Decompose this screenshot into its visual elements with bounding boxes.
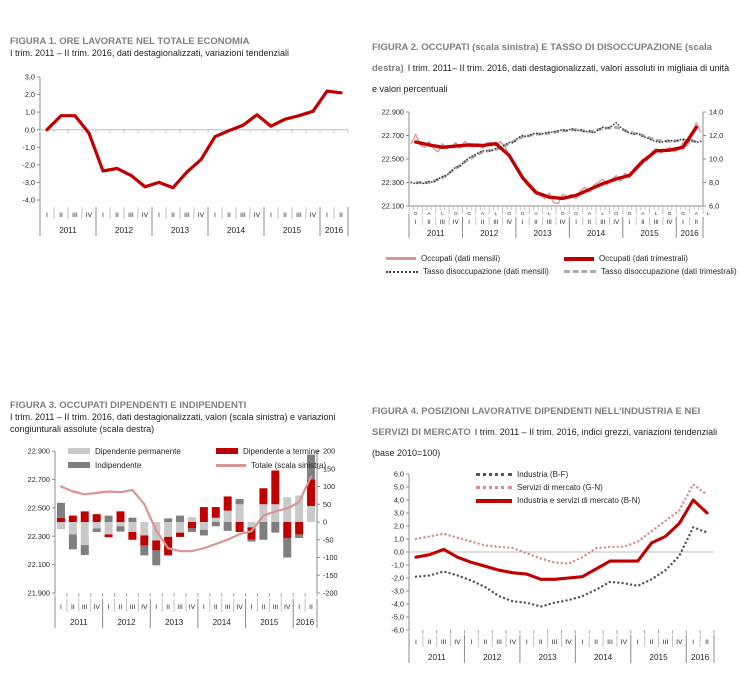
- svg-text:0,0: 0,0: [393, 547, 404, 557]
- svg-text:II: II: [339, 212, 343, 220]
- svg-text:22.100: 22.100: [27, 559, 50, 569]
- tasso-trimestrali-dash-marker: [564, 270, 596, 273]
- svg-text:II: II: [118, 603, 123, 611]
- svg-text:I: I: [636, 639, 639, 647]
- svg-text:III: III: [296, 212, 302, 220]
- industria-e-servizi-line-marker: [476, 499, 512, 503]
- svg-text:-4,0: -4,0: [22, 195, 35, 205]
- svg-text:2015: 2015: [640, 229, 659, 239]
- svg-text:2011: 2011: [426, 229, 445, 239]
- figura-3-chart: [10, 441, 358, 641]
- svg-text:2013: 2013: [538, 653, 557, 663]
- svg-text:IV: IV: [188, 603, 196, 611]
- svg-text:II: II: [166, 603, 171, 611]
- svg-text:2012: 2012: [117, 617, 136, 627]
- indipendente-bar-marker: [68, 462, 90, 468]
- svg-text:-50: -50: [323, 535, 334, 545]
- svg-text:II: II: [115, 212, 119, 220]
- svg-text:I: I: [628, 220, 631, 227]
- svg-text:II: II: [705, 639, 709, 647]
- svg-text:III: III: [440, 639, 447, 647]
- svg-text:22.300: 22.300: [381, 178, 404, 188]
- svg-text:II: II: [641, 220, 645, 227]
- svg-text:IV: IV: [452, 220, 459, 227]
- legend-item-indipendente: [68, 459, 216, 472]
- svg-text:II: II: [59, 212, 63, 220]
- svg-text:O: O: [507, 212, 512, 218]
- svg-text:4,0: 4,0: [393, 495, 404, 505]
- svg-text:L: L: [441, 212, 444, 218]
- svg-text:IV: IV: [613, 220, 619, 227]
- svg-text:IV: IV: [141, 212, 149, 220]
- svg-text:2015: 2015: [260, 617, 279, 627]
- legend-item-industria: [476, 468, 640, 481]
- figura-4-chart: [372, 466, 741, 681]
- legend-label: Occupati (dati trimestrali): [599, 254, 688, 264]
- svg-text:I: I: [468, 220, 470, 227]
- svg-text:II: II: [534, 220, 538, 227]
- svg-text:22.700: 22.700: [27, 474, 50, 484]
- svg-text:IV: IV: [253, 212, 261, 220]
- svg-text:G: G: [681, 212, 685, 218]
- svg-text:III: III: [81, 603, 88, 611]
- svg-text:10,0: 10,0: [709, 154, 724, 164]
- svg-text:II: II: [309, 603, 313, 611]
- legend-label: Dipendente a termine: [243, 446, 320, 456]
- svg-text:III: III: [551, 639, 558, 647]
- svg-text:2015: 2015: [649, 653, 668, 663]
- svg-text:I: I: [521, 220, 524, 227]
- svg-text:G: G: [627, 212, 632, 218]
- svg-text:150: 150: [323, 464, 336, 474]
- legend-item-industria-e-servizi: [476, 494, 640, 507]
- svg-text:II: II: [649, 639, 654, 647]
- svg-text:2014: 2014: [593, 653, 613, 663]
- svg-text:II: II: [694, 220, 698, 227]
- svg-text:-2,0: -2,0: [22, 160, 35, 170]
- svg-text:I: I: [682, 220, 684, 227]
- svg-text:2016: 2016: [691, 653, 710, 663]
- svg-text:22.700: 22.700: [381, 131, 404, 141]
- svg-text:II: II: [587, 220, 592, 227]
- svg-text:IV: IV: [85, 212, 93, 220]
- svg-text:2012: 2012: [483, 653, 502, 663]
- svg-text:A: A: [641, 212, 645, 218]
- svg-text:II: II: [594, 639, 599, 647]
- figura-1: [10, 36, 372, 385]
- svg-text:III: III: [493, 220, 499, 227]
- legend-label: Industria e servizi di mercato (B-N): [517, 496, 641, 506]
- svg-text:2016: 2016: [324, 226, 344, 236]
- figura-2-title: FIGURA 2. OCCUPATI (scala sinistra) E TASSO DI DISOCCUPAZIONE (scala destra): [372, 42, 712, 74]
- figura-3-title: FIGURA 3. OCCUPATI DIPENDENTI E INDIPENDENTI: [10, 400, 247, 411]
- svg-text:I: I: [60, 603, 62, 611]
- svg-text:IV: IV: [565, 639, 572, 647]
- svg-text:III: III: [653, 220, 659, 227]
- svg-text:2,0: 2,0: [24, 90, 35, 100]
- svg-text:6,0: 6,0: [709, 201, 720, 211]
- svg-text:L: L: [494, 212, 498, 218]
- svg-text:3,0: 3,0: [393, 508, 404, 518]
- legend-item-totale: [216, 459, 326, 472]
- figura-2-subtitle: I trim. 2011– II trim. 2016, dati destagionalizzati, valori assoluti in migliaia di unità e valori percentuali: [372, 62, 730, 94]
- svg-text:IV: IV: [620, 639, 628, 647]
- svg-text:IV: IV: [509, 639, 517, 647]
- svg-text:III: III: [224, 603, 231, 611]
- figura-3-header: [10, 400, 350, 436]
- figura-4-title: FIGURA 4. POSIZIONI LAVORATIVE DIPENDENTI NELL’INDUSTRIA E NEI SERVIZI DI MERCATO: [372, 406, 701, 438]
- svg-text:I: I: [414, 639, 417, 647]
- svg-text:III: III: [439, 220, 445, 227]
- svg-text:-3,0: -3,0: [22, 178, 35, 188]
- svg-text:2011: 2011: [59, 226, 77, 236]
- figura-1-subtitle: I trim. 2011 – II trim. 2016, dati destagionalizzati, variazioni tendenziali: [10, 48, 289, 59]
- svg-text:0: 0: [323, 517, 328, 527]
- svg-text:I: I: [202, 603, 205, 611]
- svg-text:II: II: [213, 603, 218, 611]
- svg-text:2011: 2011: [427, 653, 446, 663]
- svg-text:II: II: [427, 220, 431, 227]
- svg-text:5,0: 5,0: [393, 482, 404, 492]
- svg-text:22.900: 22.900: [381, 107, 404, 117]
- svg-text:I: I: [692, 639, 695, 647]
- svg-text:IV: IV: [559, 220, 566, 227]
- svg-text:II: II: [70, 603, 75, 611]
- svg-text:I: I: [107, 603, 110, 611]
- svg-text:I: I: [414, 220, 417, 227]
- svg-text:100: 100: [323, 481, 336, 491]
- svg-text:II: II: [483, 639, 488, 647]
- figura-4-subtitle: I trim. 2011 – II trim. 2016, indici grezzi, variazioni tendenziali (base 2010=100): [372, 426, 718, 458]
- figura-1-header: [10, 36, 350, 60]
- legend-item-tasso-trimestrali: [564, 265, 741, 278]
- svg-text:III: III: [184, 212, 190, 220]
- svg-text:I: I: [46, 212, 48, 220]
- legend-item-servizi-di-mercato: [476, 481, 640, 494]
- svg-text:200: 200: [323, 446, 336, 456]
- svg-text:2012: 2012: [114, 226, 134, 236]
- svg-text:G: G: [574, 212, 578, 218]
- legend-label: Dipendente permanente: [95, 446, 181, 456]
- legend-item-dipendente-permanente: [68, 445, 216, 458]
- svg-text:2016: 2016: [680, 229, 699, 239]
- svg-text:III: III: [128, 212, 134, 220]
- svg-text:III: III: [607, 639, 613, 647]
- svg-text:II: II: [427, 639, 432, 647]
- svg-text:I: I: [581, 639, 584, 647]
- svg-text:-2,0: -2,0: [391, 573, 404, 583]
- legend-label: Indipendente: [95, 460, 142, 470]
- dipendente-a-termine-bar-marker: [216, 448, 238, 454]
- svg-text:III: III: [129, 603, 136, 611]
- svg-text:A: A: [480, 212, 485, 218]
- figura-2-chart: [372, 102, 741, 278]
- svg-text:L: L: [654, 212, 658, 218]
- figura-3-subtitle: I trim. 2011 – II trim. 2016, dati destagionalizzati, valori (scala sinistra) e variazioni congiunturali assolute (scala destra): [10, 412, 336, 435]
- svg-text:22.500: 22.500: [381, 154, 404, 164]
- svg-text:IV: IV: [666, 220, 673, 227]
- svg-text:I: I: [270, 212, 272, 220]
- svg-text:IV: IV: [454, 639, 461, 647]
- figura-2: [372, 36, 741, 385]
- svg-text:III: III: [240, 212, 246, 220]
- svg-text:1,0: 1,0: [24, 107, 35, 117]
- svg-text:G: G: [467, 212, 472, 218]
- svg-text:6,0: 6,0: [393, 469, 404, 479]
- svg-text:IV: IV: [309, 212, 317, 220]
- svg-text:III: III: [72, 212, 78, 220]
- svg-text:2013: 2013: [533, 229, 552, 239]
- legend-item-tasso-mensili: [386, 265, 564, 278]
- figura-4-legend: [476, 468, 640, 507]
- svg-text:50: 50: [323, 499, 332, 509]
- svg-text:2013: 2013: [170, 226, 190, 236]
- svg-text:I: I: [102, 212, 104, 220]
- svg-text:22.300: 22.300: [27, 531, 50, 541]
- svg-text:A: A: [427, 212, 431, 218]
- occupati-trimestrali-line-marker: [564, 257, 594, 261]
- svg-text:12,0: 12,0: [709, 131, 724, 141]
- svg-text:I: I: [326, 212, 328, 220]
- figura-4-header: [372, 400, 733, 462]
- figura-2-header: [372, 36, 733, 98]
- figura-1-title: FIGURA 1. ORE LAVORATE NEL TOTALE ECONOMIA: [10, 36, 250, 47]
- svg-text:III: III: [546, 220, 552, 227]
- svg-text:14,0: 14,0: [709, 107, 724, 117]
- legend-label: Industria (B-F): [517, 470, 569, 480]
- svg-text:I: I: [525, 639, 528, 647]
- figura-4: [372, 385, 741, 681]
- svg-text:I: I: [470, 639, 473, 647]
- servizi-di-mercato-dots-marker: [476, 486, 512, 489]
- svg-text:-1,0: -1,0: [22, 142, 35, 152]
- svg-text:2014: 2014: [586, 229, 606, 239]
- svg-text:A: A: [587, 212, 592, 218]
- dipendente-permanente-bar-marker: [68, 448, 90, 454]
- svg-text:III: III: [496, 639, 502, 647]
- svg-text:I: I: [155, 603, 158, 611]
- svg-text:III: III: [177, 603, 183, 611]
- svg-text:I: I: [250, 603, 253, 611]
- svg-text:A: A: [694, 212, 698, 218]
- legend-item-dipendente-a-termine: [216, 445, 326, 458]
- industria-dots-marker: [476, 473, 512, 476]
- svg-text:-150: -150: [323, 570, 338, 580]
- svg-text:O: O: [614, 212, 619, 218]
- figura-1-plot: [10, 69, 358, 249]
- svg-text:III: III: [600, 220, 606, 227]
- svg-text:A: A: [534, 212, 538, 218]
- legend-label: Totale (scala sinistra): [251, 460, 327, 470]
- svg-text:-1,0: -1,0: [391, 560, 404, 570]
- svg-text:-6,0: -6,0: [391, 625, 404, 635]
- svg-text:II: II: [227, 212, 231, 220]
- legend-item-occupati-mensili: [386, 252, 564, 265]
- svg-text:8,0: 8,0: [709, 178, 720, 188]
- figura-2-legend: [386, 252, 741, 278]
- svg-text:O: O: [560, 212, 565, 218]
- svg-text:2016: 2016: [295, 617, 315, 627]
- svg-text:IV: IV: [93, 603, 100, 611]
- svg-text:L: L: [547, 212, 551, 218]
- svg-text:22.500: 22.500: [27, 503, 50, 513]
- svg-text:IV: IV: [676, 639, 683, 647]
- svg-text:2015: 2015: [282, 226, 302, 236]
- svg-text:-4,0: -4,0: [391, 599, 404, 609]
- svg-text:2011: 2011: [70, 617, 88, 627]
- svg-text:0,0: 0,0: [24, 125, 35, 135]
- svg-text:II: II: [171, 212, 175, 220]
- legend-label: Servizi di mercato (G-N): [517, 483, 603, 493]
- svg-text:II: II: [283, 212, 287, 220]
- svg-text:-5,0: -5,0: [391, 612, 404, 622]
- svg-text:-100: -100: [323, 552, 338, 562]
- svg-text:2012: 2012: [480, 229, 499, 239]
- svg-text:G: G: [520, 212, 525, 218]
- svg-text:IV: IV: [236, 603, 243, 611]
- svg-text:2,0: 2,0: [393, 521, 404, 531]
- svg-text:IV: IV: [284, 603, 291, 611]
- svg-text:2014: 2014: [212, 617, 231, 627]
- svg-text:IV: IV: [141, 603, 148, 611]
- svg-text:IV: IV: [506, 220, 513, 227]
- legend-label: Tasso disoccupazione (dati mensili): [423, 267, 549, 277]
- svg-text:22.100: 22.100: [381, 201, 404, 211]
- svg-text:II: II: [480, 220, 485, 227]
- totale-line-marker: [216, 464, 246, 467]
- svg-text:IV: IV: [197, 212, 205, 220]
- svg-text:O: O: [667, 212, 672, 218]
- svg-text:L: L: [706, 212, 710, 218]
- figura-3-legend: [68, 445, 326, 472]
- svg-text:L: L: [601, 212, 605, 218]
- svg-text:2014: 2014: [226, 226, 246, 236]
- svg-text:-200: -200: [323, 588, 338, 598]
- svg-text:-3,0: -3,0: [391, 586, 404, 596]
- svg-text:I: I: [214, 212, 216, 220]
- svg-text:I: I: [158, 212, 160, 220]
- svg-text:2013: 2013: [164, 617, 184, 627]
- svg-text:II: II: [538, 639, 543, 647]
- svg-text:III: III: [272, 603, 279, 611]
- svg-text:3,0: 3,0: [24, 72, 35, 82]
- figura-3: [10, 385, 372, 681]
- svg-text:21.900: 21.900: [27, 588, 50, 598]
- svg-text:III: III: [662, 639, 669, 647]
- svg-text:22.900: 22.900: [27, 446, 50, 456]
- tasso-mensili-dots-marker: [386, 271, 418, 273]
- legend-label: Occupati (dati mensili): [421, 254, 501, 264]
- occupati-mensili-line-marker: [386, 257, 416, 260]
- svg-text:G: G: [413, 212, 418, 218]
- legend-label: Tasso disoccupazione (dati trimestrali): [601, 267, 737, 277]
- svg-text:I: I: [298, 603, 301, 611]
- figura-2-plot: [372, 102, 741, 248]
- legend-item-occupati-trimestrali: [564, 252, 741, 265]
- svg-text:O: O: [453, 212, 458, 218]
- svg-text:1,0: 1,0: [393, 534, 404, 544]
- svg-text:I: I: [575, 220, 577, 227]
- svg-text:II: II: [261, 603, 266, 611]
- figura-1-chart: [10, 69, 358, 249]
